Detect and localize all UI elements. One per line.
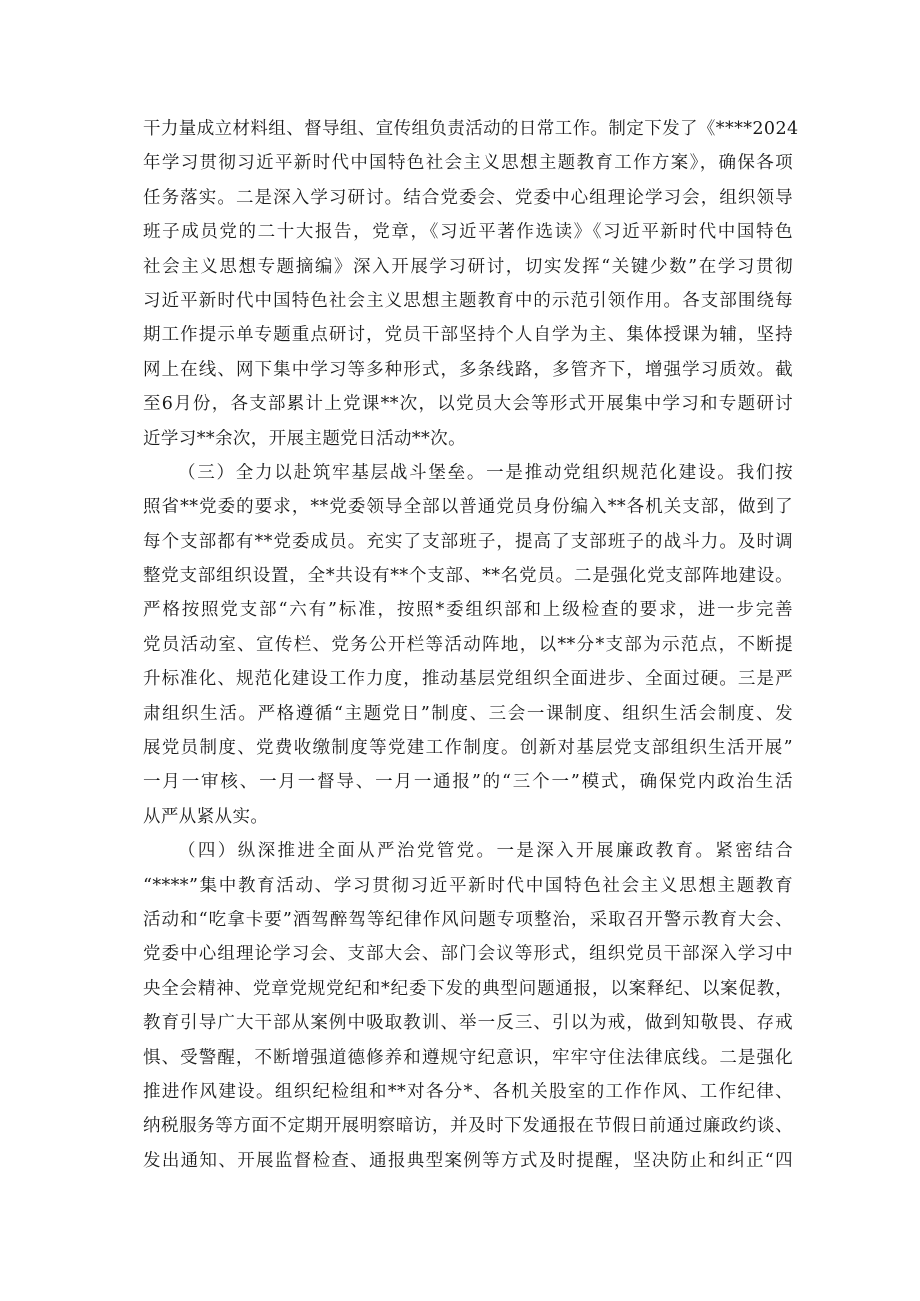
text-line: 展党员制度、党费收缴制度等党建工作制度。创新对基层党支部组织生活开展” <box>143 738 793 759</box>
text-line: 央全会精神、党章党规党纪和*纪委下发的典型问题通报，以案释纪、以案促教， <box>143 978 793 999</box>
text-line: 班子成员党的二十大报告，党章，《习近平著作选读》《习近平新时代中国特色 <box>143 222 793 243</box>
text-line: 升标准化、规范化建设工作力度，推动基层党组织全面进步、全面过硬。三是严 <box>143 669 793 690</box>
text-line: 至6月份，各支部累计上党课**次，以党员大会等形式开展集中学习和专题研讨 <box>143 394 794 415</box>
text-line: 从严从紧从实。 <box>143 806 269 827</box>
document-body <box>143 112 799 1178</box>
text-line: “****”集中教育活动、学习贯彻习近平新时代中国特色社会主义思想主题教育 <box>143 875 793 896</box>
text-line: 习近平新时代中国特色社会主义思想主题教育中的示范引领作用。各支部围绕每 <box>143 290 793 311</box>
text-line: 期工作提示单专题重点研讨，党员干部坚持个人自学为主、集体授课为辅，坚持 <box>143 325 793 346</box>
text-line: 一月一审核、一月一督导、一月一通报”的“三个一”模式，确保党内政治生活 <box>143 772 793 793</box>
text-line: 教育引导广大干部从案例中吸取教训、举一反三、引以为戒，做到知敬畏、存戒 <box>143 1013 793 1034</box>
text-line: 网上在线、网下集中学习等多种形式，多条线路，多管齐下，增强学习质效。截 <box>143 359 793 380</box>
text-line: 照省**党委的要求，**党委领导全部以普通党员身份编入**各机关支部，做到了 <box>143 497 793 518</box>
text-line: 党委中心组理论学习会、支部大会、部门会议等形式，组织党员干部深入学习中 <box>143 944 793 965</box>
paragraph-section-4 <box>143 834 793 1178</box>
section-heading-line: （三）全力以赴筑牢基层战斗堡垒。一是推动党组织规范化建设。我们按 <box>178 462 793 483</box>
text-line: 整党支部组织设置，全*共设有**个支部、**名党员。二是强化党支部阵地建设。 <box>143 566 793 587</box>
text-line: 社会主义思想专题摘编》深入开展学习研讨，切实发挥“关键少数”在学习贯彻 <box>143 256 793 277</box>
text-line: 任务落实。二是深入学习研讨。结合党委会、党委中心组理论学习会，组织领导 <box>143 187 793 208</box>
text-line: 党员活动室、宣传栏、党务公开栏等活动阵地，以**分*支部为示范点，不断提 <box>143 634 793 655</box>
paragraph-continuation <box>143 112 799 456</box>
text-line: 纳税服务等方面不定期开展明察暗访，并及时下发通报在节假日前通过廉政约谈、 <box>143 1116 793 1137</box>
paragraph-section-3 <box>143 456 793 834</box>
section-heading-line: （四）纵深推进全面从严治党管党。一是深入开展廉政教育。紧密结合 <box>178 841 793 862</box>
text-line: 惧、受警醒，不断增强道德修养和遵规守纪意识，牢牢守住法律底线。二是强化 <box>143 1047 793 1068</box>
text-line: 发出通知、开展监督检查、通报典型案例等方式及时提醒，坚决防止和纠正“四 <box>143 1150 793 1171</box>
text-line: 每个支部都有**党委成员。充实了支部班子，提高了支部班子的战斗力。及时调 <box>143 531 793 552</box>
text-line: 干力量成立材料组、督导组、宣传组负责活动的日常工作。制定下发了《****2024 <box>143 119 799 139</box>
text-line: 近学习**余次，开展主题党日活动**次。 <box>143 428 466 449</box>
text-line: 活动和“吃拿卡要”酒驾醉驾等纪律作风问题专项整治，采取召开警示教育大会、 <box>143 909 793 930</box>
text-line: 推进作风建设。组织纪检组和**对各分*、各机关股室的工作作风、工作纪律、 <box>143 1081 793 1102</box>
text-line: 肃组织生活。严格遵循“主题党日”制度、三会一课制度、组织生活会制度、发 <box>143 703 793 724</box>
text-line: 严格按照党支部“六有”标准，按照*委组织部和上级检查的要求，进一步完善 <box>143 600 793 621</box>
text-line: 年学习贯彻习近平新时代中国特色社会主义思想主题教育工作方案》，确保各项 <box>143 153 793 174</box>
